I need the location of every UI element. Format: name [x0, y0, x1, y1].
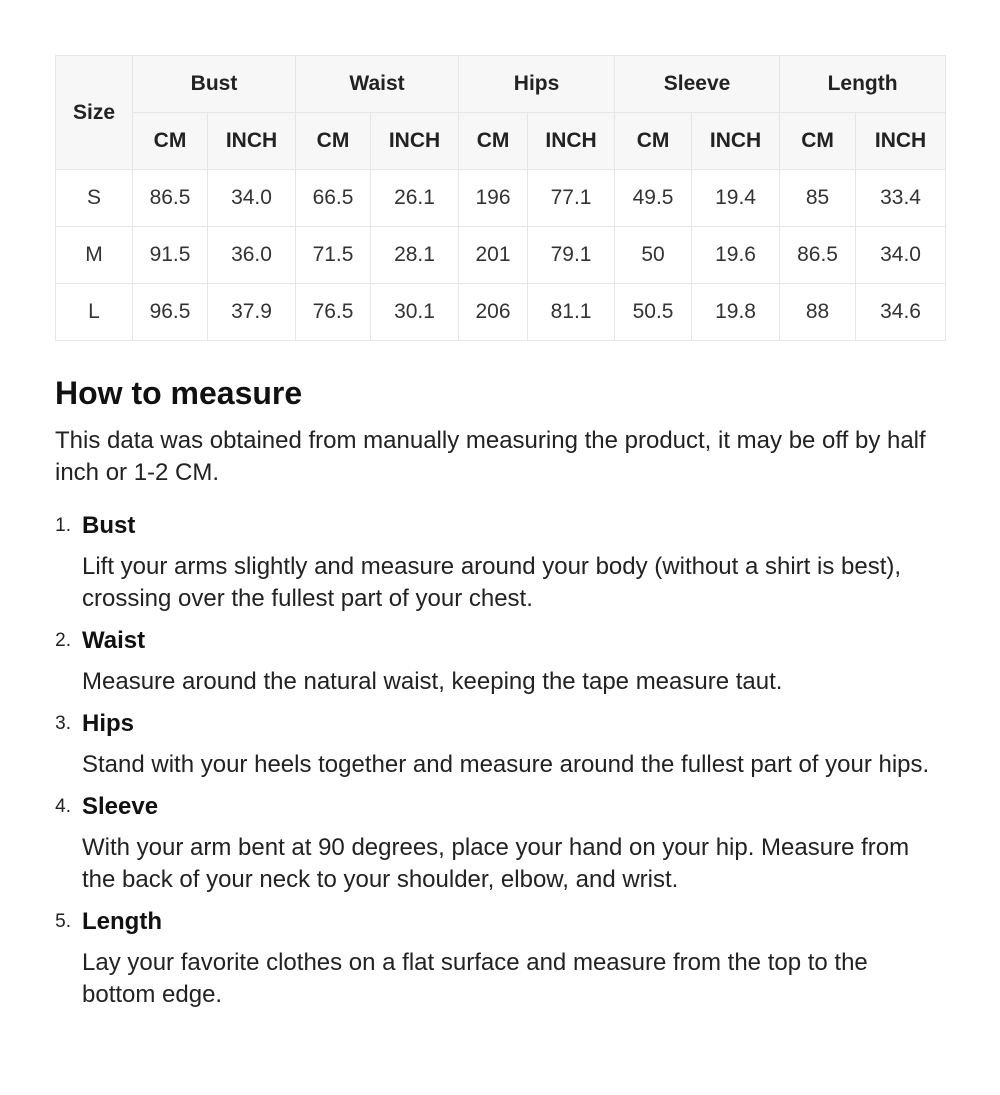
list-item — [55, 791, 945, 896]
unit-header: INCH — [371, 113, 459, 170]
table-cell: 66.5 — [296, 170, 371, 227]
table-cell: 19.4 — [692, 170, 780, 227]
table-cell: 196 — [459, 170, 528, 227]
size-guide — [55, 55, 945, 1008]
table-cell: 19.6 — [692, 227, 780, 284]
step-title: Length — [82, 908, 162, 935]
unit-header: CM — [459, 113, 528, 170]
unit-header: CM — [780, 113, 856, 170]
unit-header: CM — [133, 113, 208, 170]
table-row — [56, 227, 946, 284]
table-cell: 85 — [780, 170, 856, 227]
table-cell: 34.0 — [856, 227, 946, 284]
table-row — [56, 284, 946, 341]
table-cell: 50.5 — [615, 284, 692, 341]
table-cell: 34.6 — [856, 284, 946, 341]
table-header-row-groups — [56, 56, 946, 113]
intro-paragraph: This data was obtained from manually measuring the product, it may be off by half inch or 1-2 CM. — [55, 427, 926, 486]
column-group-waist: Waist — [296, 56, 459, 113]
table-cell: 91.5 — [133, 227, 208, 284]
measure-steps-list — [55, 510, 945, 1021]
section-title: How to measure — [55, 375, 303, 411]
table-cell: 206 — [459, 284, 528, 341]
list-item — [55, 906, 945, 1011]
size-label: S — [56, 170, 133, 227]
step-number: 5. — [55, 911, 71, 932]
unit-header: INCH — [692, 113, 780, 170]
table-cell: 81.1 — [528, 284, 615, 341]
list-item — [55, 708, 945, 781]
table-cell: 79.1 — [528, 227, 615, 284]
unit-header: INCH — [528, 113, 615, 170]
table-cell: 88 — [780, 284, 856, 341]
list-item — [55, 625, 945, 698]
table-cell: 96.5 — [133, 284, 208, 341]
size-column-header: Size — [56, 56, 133, 170]
size-label: M — [56, 227, 133, 284]
step-description: Lift your arms slightly and measure around your body (without a shirt is best), crossing over the fullest part of your chest. — [82, 553, 902, 612]
step-description: Stand with your heels together and measure around the fullest part of your hips. — [82, 751, 930, 778]
unit-header: INCH — [208, 113, 296, 170]
step-description: Measure around the natural waist, keeping the tape measure taut. — [82, 668, 783, 695]
table-cell: 37.9 — [208, 284, 296, 341]
step-description: With your arm bent at 90 degrees, place your hand on your hip. Measure from the back of your neck to your shoulder, elbow, and wrist. — [82, 834, 910, 893]
table-cell: 36.0 — [208, 227, 296, 284]
table-cell: 77.1 — [528, 170, 615, 227]
size-chart-table — [55, 55, 946, 341]
step-title: Hips — [82, 710, 135, 737]
step-description: Lay your favorite clothes on a flat surface and measure from the top to the bottom edge. — [82, 949, 868, 1008]
table-cell: 76.5 — [296, 284, 371, 341]
table-cell: 30.1 — [371, 284, 459, 341]
table-cell: 86.5 — [780, 227, 856, 284]
step-number: 3. — [55, 713, 71, 734]
table-cell: 201 — [459, 227, 528, 284]
table-cell: 34.0 — [208, 170, 296, 227]
table-row — [56, 170, 946, 227]
column-group-bust: Bust — [133, 56, 296, 113]
table-cell: 50 — [615, 227, 692, 284]
step-number: 4. — [55, 796, 71, 817]
column-group-sleeve: Sleeve — [615, 56, 780, 113]
table-header-row-units — [56, 113, 946, 170]
column-group-hips: Hips — [459, 56, 615, 113]
table-cell: 49.5 — [615, 170, 692, 227]
step-number: 1. — [55, 515, 71, 536]
table-cell: 71.5 — [296, 227, 371, 284]
table-cell: 19.8 — [692, 284, 780, 341]
list-item — [55, 510, 945, 615]
column-group-length: Length — [780, 56, 946, 113]
unit-header: CM — [296, 113, 371, 170]
unit-header: INCH — [856, 113, 946, 170]
table-cell: 33.4 — [856, 170, 946, 227]
step-title: Waist — [82, 627, 146, 654]
table-cell: 28.1 — [371, 227, 459, 284]
step-number: 2. — [55, 630, 71, 651]
table-cell: 86.5 — [133, 170, 208, 227]
table-cell: 26.1 — [371, 170, 459, 227]
unit-header: CM — [615, 113, 692, 170]
size-label: L — [56, 284, 133, 341]
step-title: Sleeve — [82, 793, 159, 820]
step-title: Bust — [82, 512, 136, 539]
